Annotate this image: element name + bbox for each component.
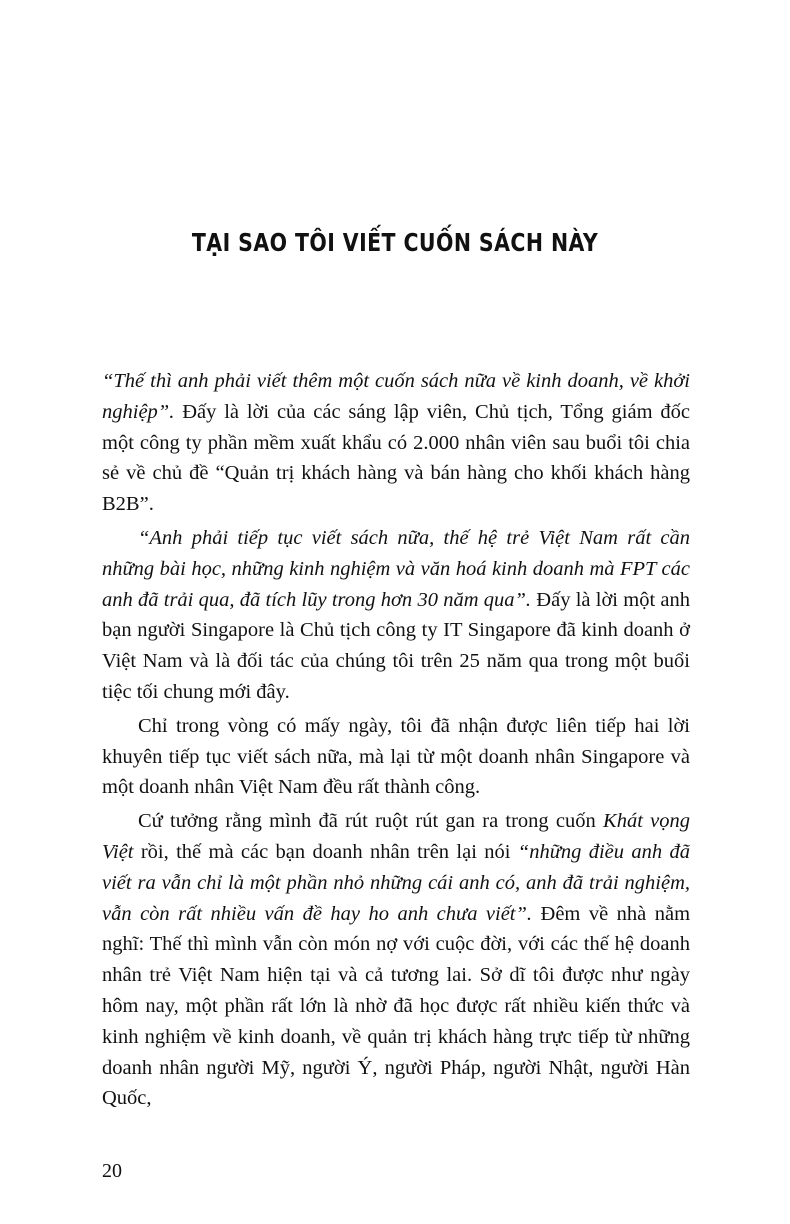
paragraph-4-text-after: Đêm về nhà nằm nghĩ: Thế thì mình vẫn còn món nợ với cuộc đời, với các thế hệ doanh nhân trẻ Việt Nam hiện tại và cả tương lai. Sở dĩ tôi được như ngày hôm nay, một phần rất lớn là nhờ đã học được rất nhiều kiến thức và kinh nghiệm về kinh doanh, về quản trị khách hàng trực tiếp từ những doanh nhân người Mỹ, người Ý, người Pháp, người Nhật, người Hàn Quốc, <box>102 902 691 1110</box>
paragraph-4-text-middle: rồi, thế mà các bạn doanh nhân trên lại nói <box>133 840 518 863</box>
chapter-title: TẠI SAO TÔI VIẾT CUỐN SÁCH NÀY <box>191 228 599 257</box>
paragraph-3 <box>102 711 690 803</box>
paragraph-1-text: Đấy là lời của các sáng lập viên, Chủ tịch, Tổng giám đốc một công ty phần mềm xuất khẩu có 2.000 nhân viên sau buổi tôi chia sẻ về chủ đề “Quản trị khách hàng và bán hàng cho khối khách hàng B2B”. <box>102 400 690 516</box>
paragraph-2 <box>102 523 690 708</box>
paragraph-4-quote: “những điều anh đã viết ra vẫn chỉ là một phần nhỏ những cái anh có, anh đã trải nghiệm, vẫn còn rất nhiều vấn đề hay ho anh chưa viết”. <box>102 840 690 925</box>
paragraph-4-book-title: Khát vọng Việt <box>102 810 690 863</box>
page-number: 20 <box>102 1160 122 1182</box>
paragraph-1-quote: “Thế thì anh phải viết thêm một cuốn sách nữa về kinh doanh, về khởi nghiệp”. <box>102 370 690 423</box>
paragraph-1 <box>102 366 690 520</box>
paragraph-4-text-before: Cứ tưởng rằng mình đã rút ruột rút gan ra trong cuốn <box>138 810 604 833</box>
paragraph-2-quote: “Anh phải tiếp tục viết sách nữa, thế hệ trẻ Việt Nam rất cần những bài học, những kinh nghiệm và văn hoá kinh doanh mà FPT các anh đã trải qua, đã tích lũy trong hơn 30 năm qua”. <box>102 526 690 611</box>
paragraph-4 <box>102 806 690 1114</box>
body-text <box>102 366 690 1117</box>
paragraph-3-text: Chỉ trong vòng có mấy ngày, tôi đã nhận được liên tiếp hai lời khuyên tiếp tục viết sách nữa, mà lại từ một doanh nhân Singapore và một doanh nhân Việt Nam đều rất thành công. <box>102 714 690 799</box>
paragraph-2-text: Đấy là lời một anh bạn người Singapore là Chủ tịch công ty IT Singapore đã kinh doanh ở Việt Nam và là đối tác của chúng tôi trên 25 năm qua trong một buổi tiệc tối chung mới đây. <box>102 588 691 703</box>
